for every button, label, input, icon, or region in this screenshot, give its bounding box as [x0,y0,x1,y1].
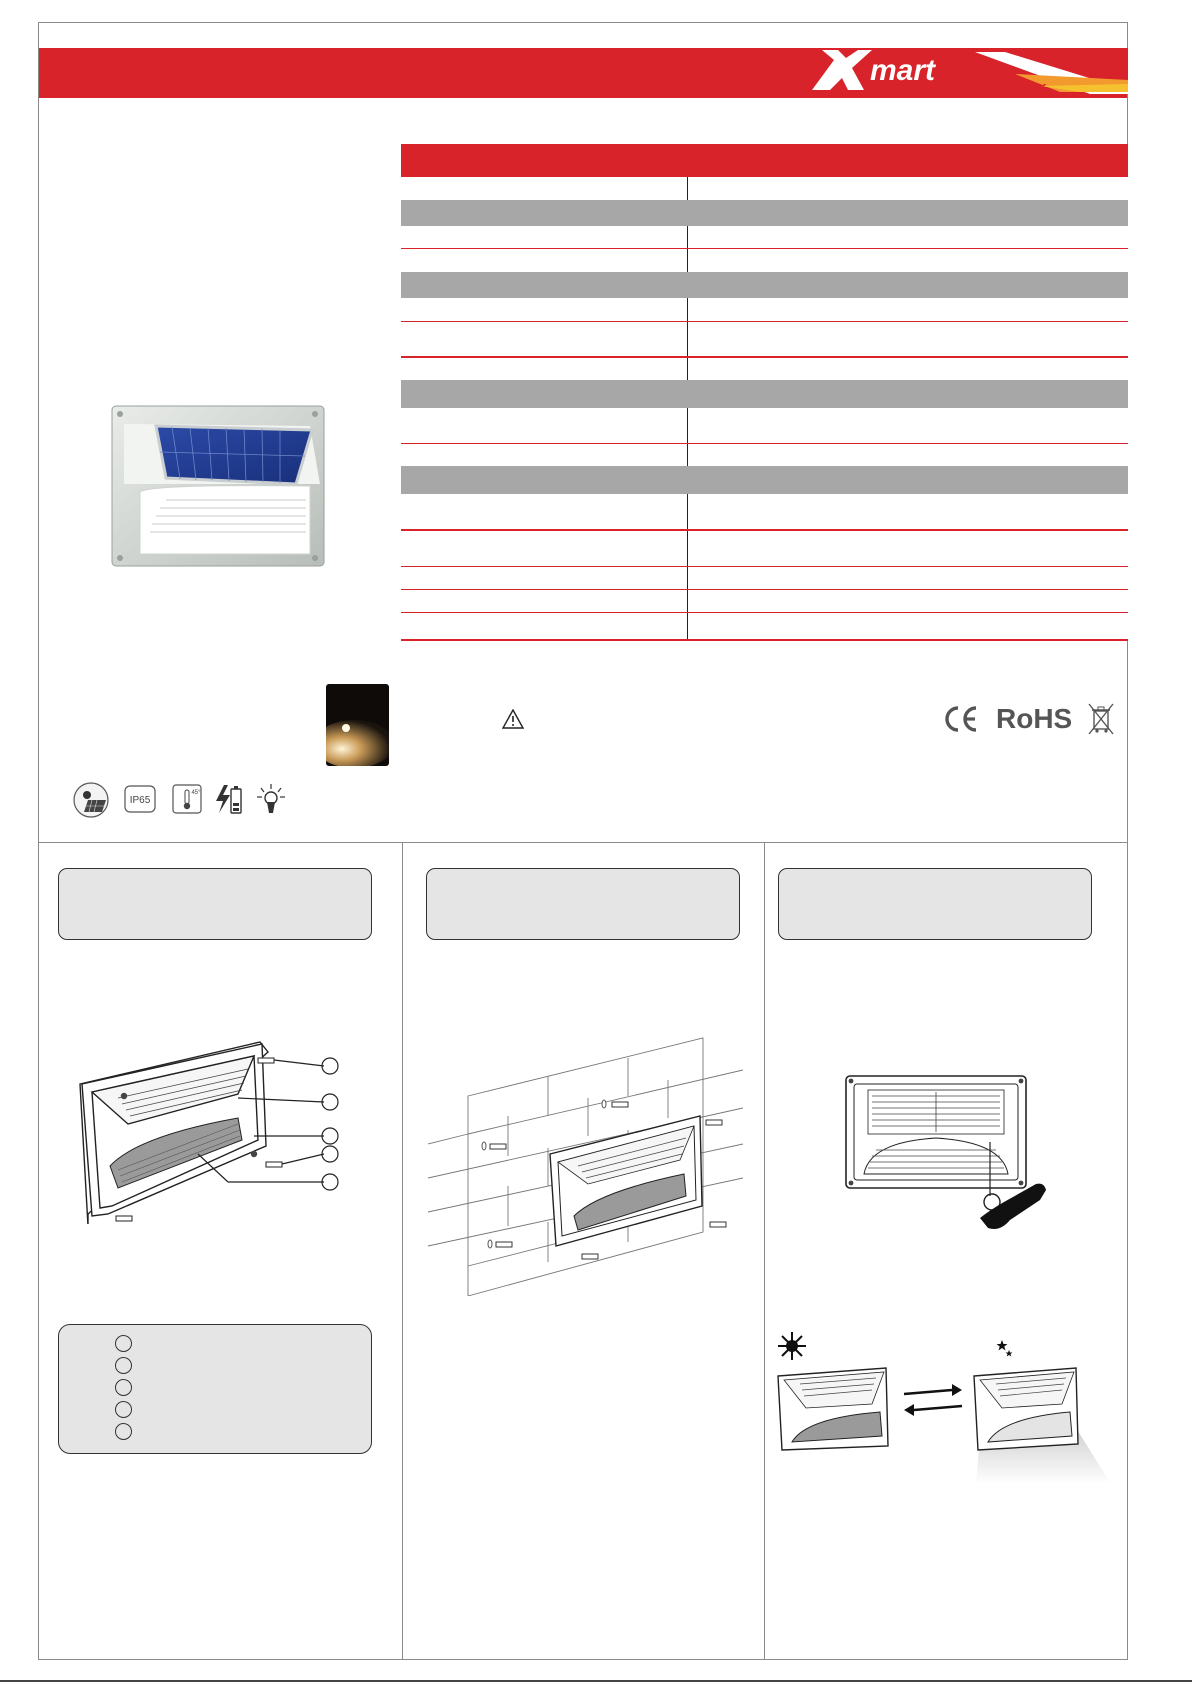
spec-value [695,408,1122,444]
ce-mark-icon [944,704,980,734]
light-bulb-icon [256,783,286,815]
spec-row [401,494,1128,531]
spec-label [407,177,681,200]
spec-label [407,358,681,380]
column-divider [402,842,403,1660]
column-divider [764,842,765,1660]
spec-row [401,226,1128,249]
ip65-label: IP65 [129,795,151,806]
weee-bin-icon [1087,702,1115,736]
legend-number [115,1401,132,1418]
spec-value [695,177,1122,200]
moon-stars-icon [979,1334,1012,1358]
section-divider [39,842,1127,843]
spec-row [401,249,1128,272]
night-lamp [974,1368,1111,1484]
svg-text:mart: mart [870,54,936,87]
spec-value [695,494,1122,531]
solar-panel-icon [72,782,110,818]
spec-value [695,249,1122,272]
feature-icons-row [72,782,292,818]
spec-section [401,380,1128,408]
spec-value [695,226,1122,249]
spec-row [401,590,1128,613]
sun-icon [778,1332,806,1360]
spec-row [401,322,1128,358]
spec-value [695,531,1122,567]
spec-label [407,567,681,590]
parts-legend [58,1324,372,1454]
spec-section-title [407,200,681,226]
legend-number [115,1357,132,1374]
spec-row [401,408,1128,444]
parts-diagram [78,1036,364,1224]
legend-item [115,1421,140,1441]
spec-label [407,494,681,531]
step-box-operation [778,868,1092,940]
legend-number [115,1379,132,1396]
spec-label [407,590,681,613]
warning-icon [502,709,524,729]
spec-value [695,444,1122,466]
temperature-icon [172,784,202,814]
switch-arrows-icon [904,1384,962,1416]
spec-section-title [407,466,681,494]
spec-label [407,322,681,358]
spec-section [401,200,1128,226]
temperature-label: 45° [191,790,201,796]
rohs-mark: RoHS [996,703,1073,734]
xmart-lux-logo [800,46,1128,100]
spec-row [401,531,1128,567]
legend-item [115,1355,140,1375]
spec-table [401,144,1128,641]
spec-row [401,177,1128,200]
spec-row [401,444,1128,466]
legend-item [115,1399,140,1419]
spec-label [407,531,681,567]
spec-section-title [407,380,681,408]
spec-label [407,613,681,641]
spec-label [407,226,681,249]
day-lamp [778,1368,888,1450]
spec-section [401,272,1128,298]
spec-value [695,613,1122,641]
spec-row [401,298,1128,322]
spec-label [407,249,681,272]
spec-row [401,613,1128,641]
svg-text:lux: lux [1024,79,1046,96]
spec-row [401,567,1128,590]
legend-item [115,1333,140,1353]
spec-header-right [695,144,1122,177]
spec-label [407,298,681,322]
legend-item [115,1377,140,1397]
spec-label [407,408,681,444]
spec-value [695,322,1122,358]
legend-number [115,1423,132,1440]
legend-number [115,1335,132,1352]
spec-value [695,358,1122,380]
warm-light-photo [326,684,389,766]
spec-table-header [401,144,1128,177]
spec-header-left [407,144,681,177]
bottom-rule [0,1680,1192,1682]
spec-section [401,466,1128,494]
installation-diagram [428,1036,743,1296]
switch-diagram [840,1072,1060,1252]
spec-row [401,358,1128,380]
spec-value [695,590,1122,613]
spec-label [407,444,681,466]
spec-value [695,298,1122,322]
spec-section-title [407,272,681,298]
step-box-parts [58,868,372,940]
ip65-icon [124,785,156,813]
battery-charge-icon [214,783,244,815]
day-night-diagram [776,1332,1111,1484]
spec-value [695,567,1122,590]
step-box-installation [426,868,740,940]
product-photo [110,404,335,569]
